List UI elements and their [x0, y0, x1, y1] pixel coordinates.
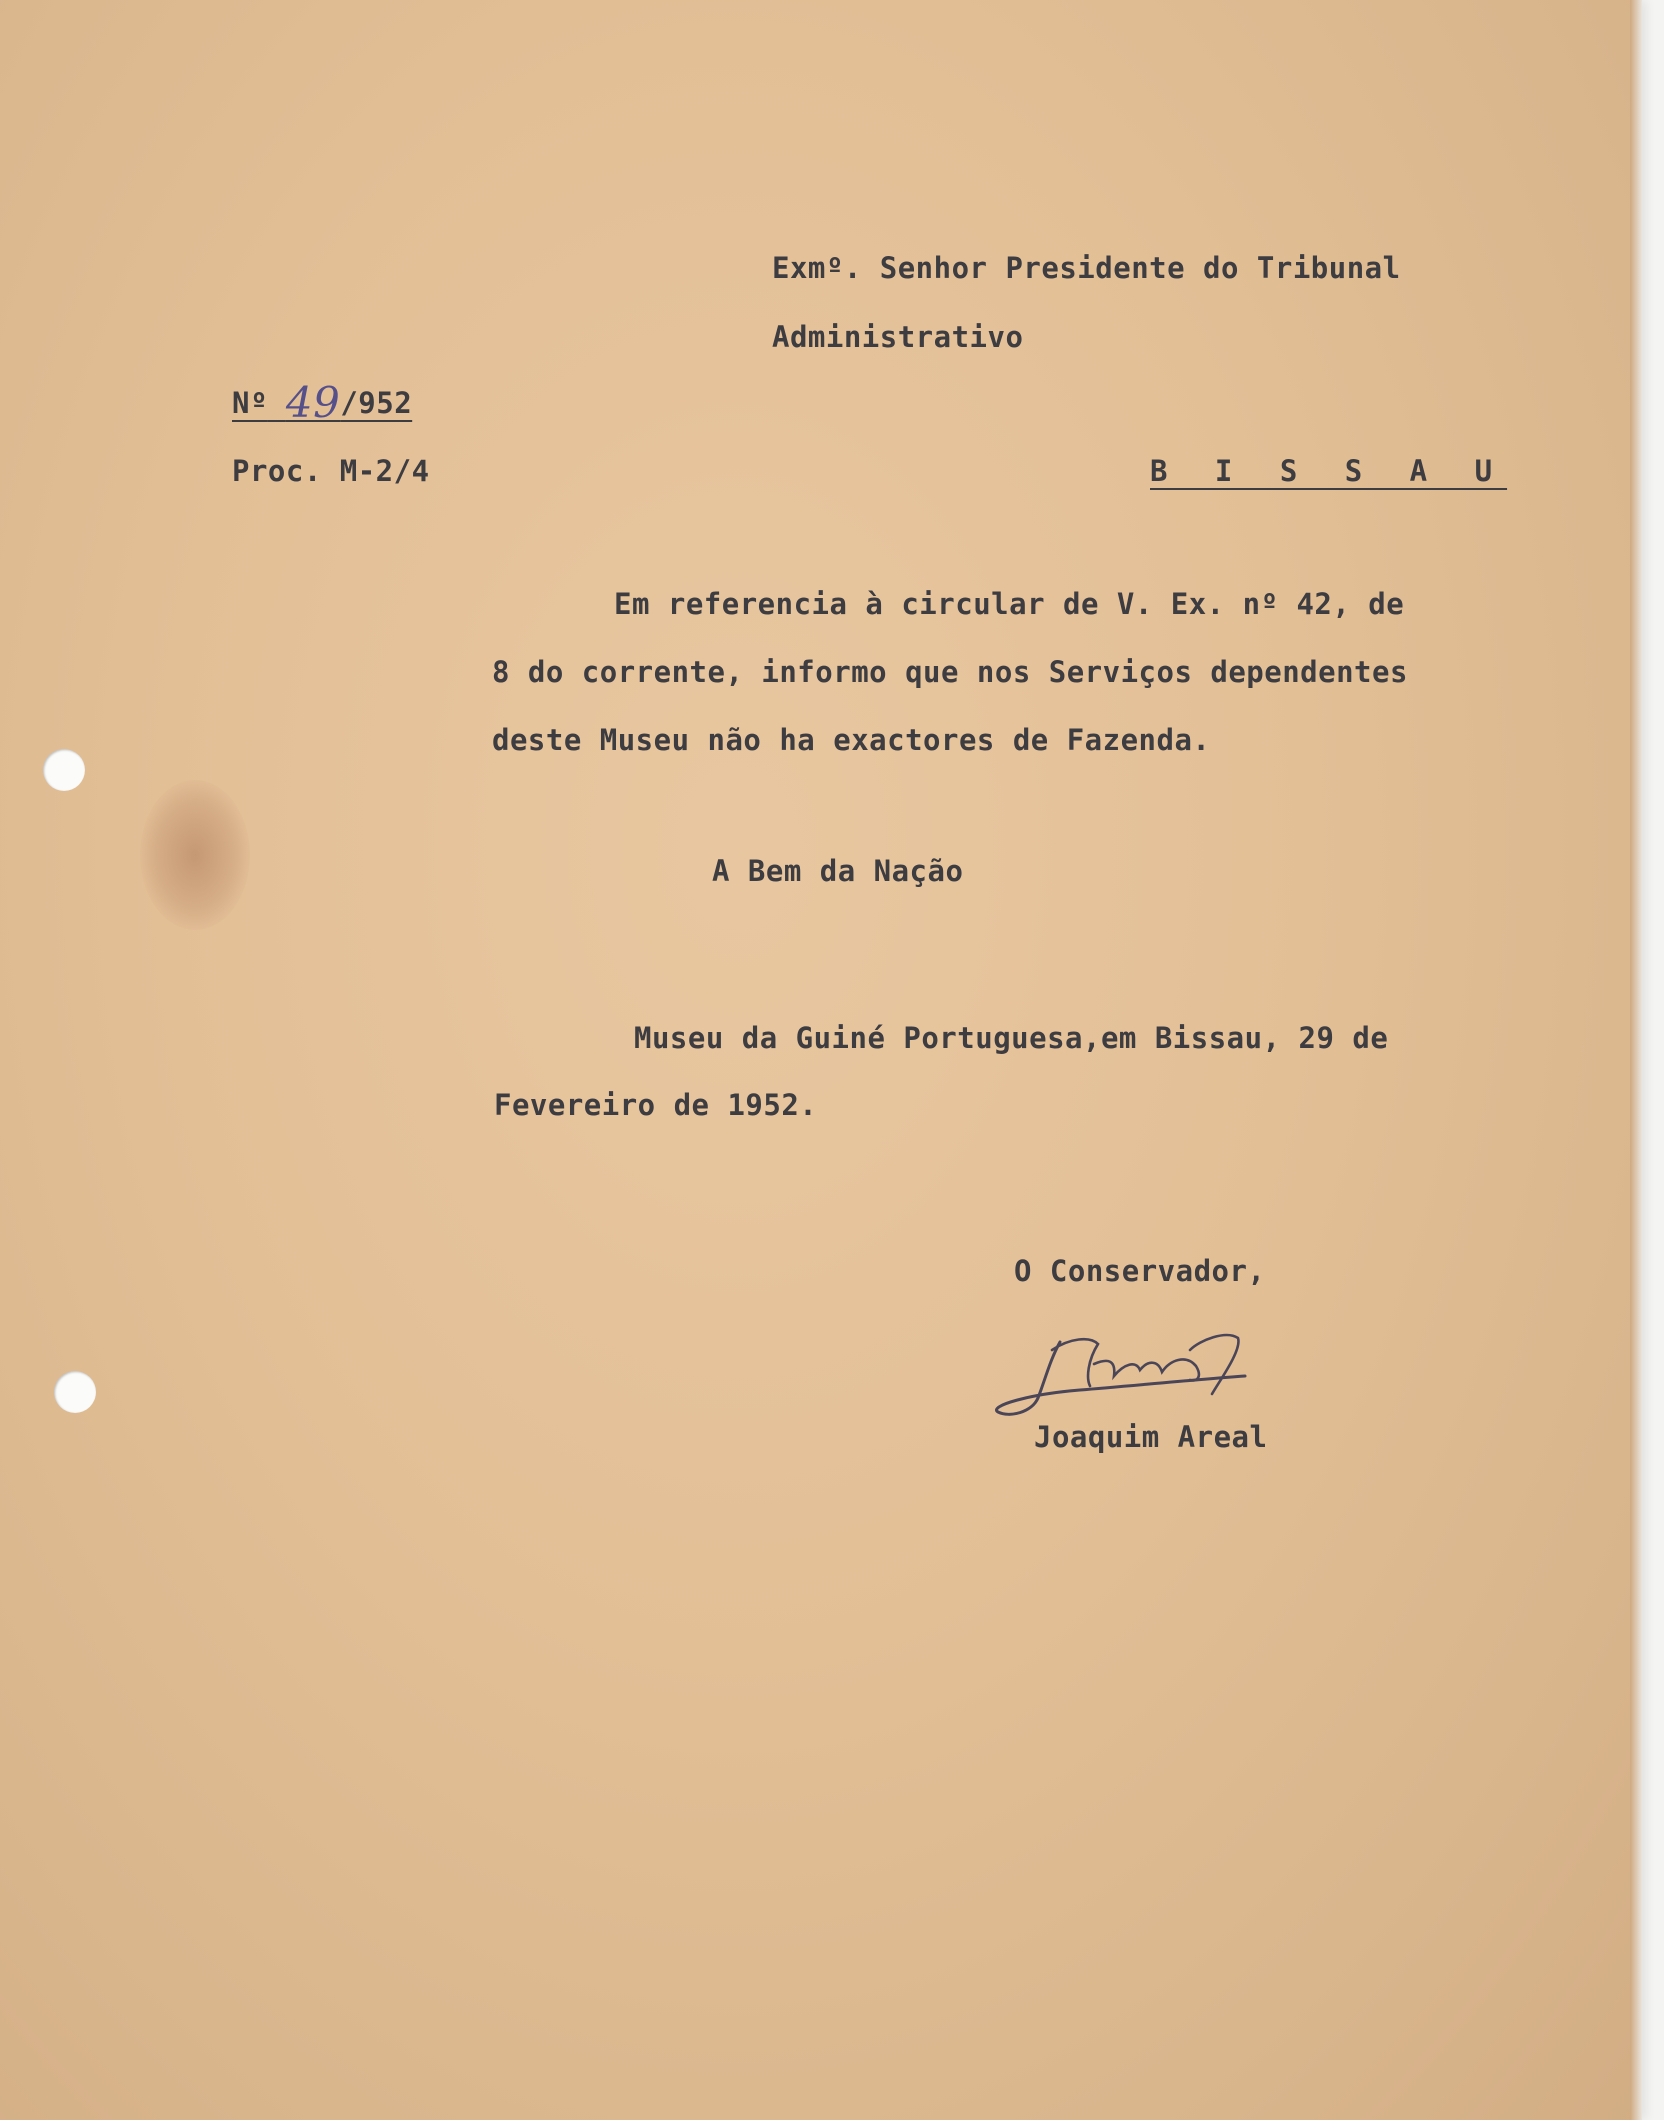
reference-number: [232, 378, 413, 427]
reference-number-prefix: Nº: [232, 386, 268, 420]
punch-hole-bottom: [54, 1371, 96, 1413]
addressee-city: B I S S A U: [1150, 454, 1508, 488]
closing-salutation: A Bem da Nação: [712, 854, 964, 888]
paper-edge: [1630, 0, 1642, 2120]
body-line-1: Em referencia à circular de V. Ex. nº 42, de: [614, 587, 1405, 621]
paper-stain: [140, 780, 250, 930]
addressee-line-2: Administrativo: [772, 320, 1024, 354]
signatory-name: Joaquim Areal: [1034, 1420, 1268, 1454]
process-reference: Proc. M-2/4: [232, 454, 430, 488]
body-line-3: deste Museu não ha exactores de Fazenda.: [492, 723, 1211, 757]
addressee-line-1: Exmº. Senhor Presidente do Tribunal: [772, 251, 1401, 285]
reference-number-year: /952: [340, 386, 413, 420]
handwritten-signature: [990, 1320, 1260, 1430]
punch-hole-top: [43, 749, 85, 791]
place-date-line-1: Museu da Guiné Portuguesa,em Bissau, 29 de: [634, 1021, 1389, 1055]
body-line-2: 8 do corrente, informo que nos Serviços dependentes: [492, 655, 1408, 689]
signatory-title: O Conservador,: [1014, 1254, 1266, 1288]
reference-number-handwritten: 49: [285, 378, 341, 427]
place-date-line-2: Fevereiro de 1952.: [494, 1088, 818, 1122]
